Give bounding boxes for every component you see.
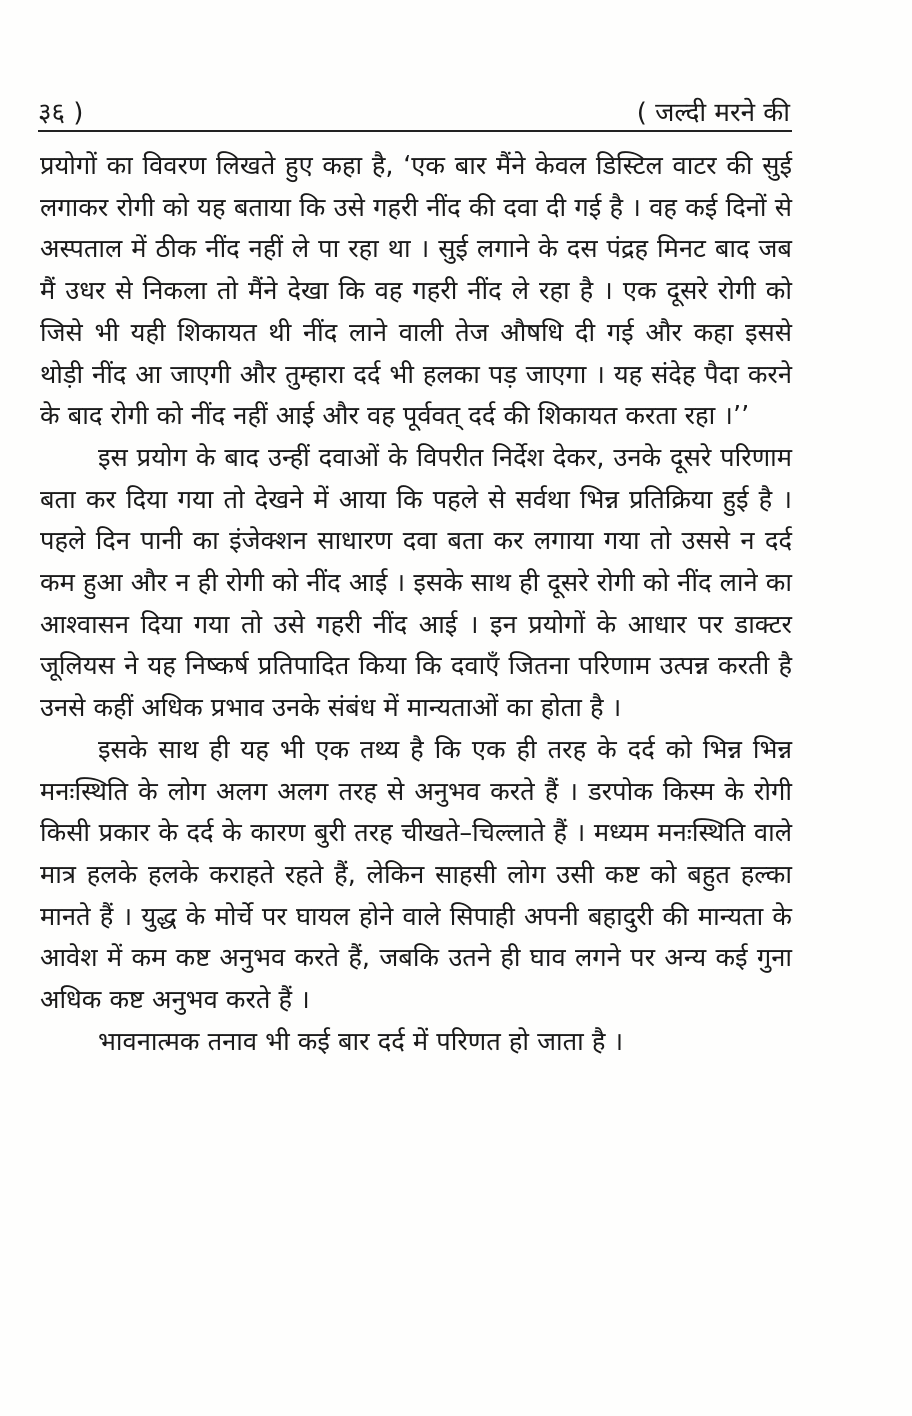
page-number: ३६ ) <box>38 98 84 128</box>
header-rule <box>38 130 792 132</box>
page-header <box>38 96 790 132</box>
running-title: ( जल्दी मरने की <box>636 98 790 128</box>
paragraph-4: भावनात्मक तनाव भी कई बार दर्द में परिणत हो जाता है । <box>98 1026 624 1057</box>
body-text <box>40 146 792 1063</box>
paragraph-3: इसके साथ ही यह भी एक तथ्य है कि एक ही तरह के दर्द को भिन्न भिन्न मनःस्थिति के लोग अलग अलग तरह से अनुभव करते हैं । डरपोक किस्म के रोगी किसी प्रकार के दर्द के कारण बुरी तरह चीखते–चिल्लाते हैं । मध्यम मनःस्थिति वाले मात्र हलके हलके कराहते रहते हैं, लेकिन साहसी लोग उसी कष्ट को बहुत हल्का मानते हैं । युद्ध के मोर्चे पर घायल होने वाले सिपाही अपनी बहादुरी की मान्यता के आवेश में कम कष्ट अनुभव करते हैं, जबकि उतने ही घाव लगने पर अन्य कई गुना अधिक कष्ट अनुभव करते हैं । <box>40 734 792 1016</box>
paragraph-1: प्रयोगों का विवरण लिखते हुए कहा है, ‘एक बार मैंने केवल डिस्टिल वाटर की सुई लगाकर रोगी को यह बताया कि उसे गहरी नींद की दवा दी गई है । वह कई दिनों से अस्पताल में ठीक नींद नहीं ले पा रहा था । सुई लगाने के दस पंद्रह मिनट बाद जब मैं उधर से निकला तो मैंने देखा कि वह गहरी नींद ले रहा है । एक दूसरे रोगी को जिसे भी यही शिकायत थी नींद लाने वाली तेज औषधि दी गई और कहा इससे थोड़ी नींद आ जाएगी और तुम्हारा दर्द भी हलका पड़ जाएगा । यह संदेह पैदा करने के बाद रोगी को नींद नहीं आई और वह पूर्ववत् दर्द की शिकायत करता रहा ।’’ <box>40 151 792 432</box>
paragraph-2: इस प्रयोग के बाद उन्हीं दवाओं के विपरीत निर्देश देकर, उनके दूसरे परिणाम बता कर दिया गया तो देखने में आया कि पहले से सर्वथा भिन्न प्रतिक्रिया हुई है । पहले दिन पानी का इंजेक्शन साधारण दवा बता कर लगाया गया तो उससे न दर्द कम हुआ और न ही रोगी को नींद आई । इसके साथ ही दूसरे रोगी को नींद लाने का आश्वासन दिया गया तो उसे गहरी नींद आई । इन प्रयोगों के आधार पर डाक्टर जूलियस ने यह निष्कर्ष प्रतिपादित किया कि दवाएँ जितना परिणाम उत्पन्न करती है उनसे कहीं अधिक प्रभाव उनके संबंध में मान्यताओं का होता है । <box>40 442 792 724</box>
